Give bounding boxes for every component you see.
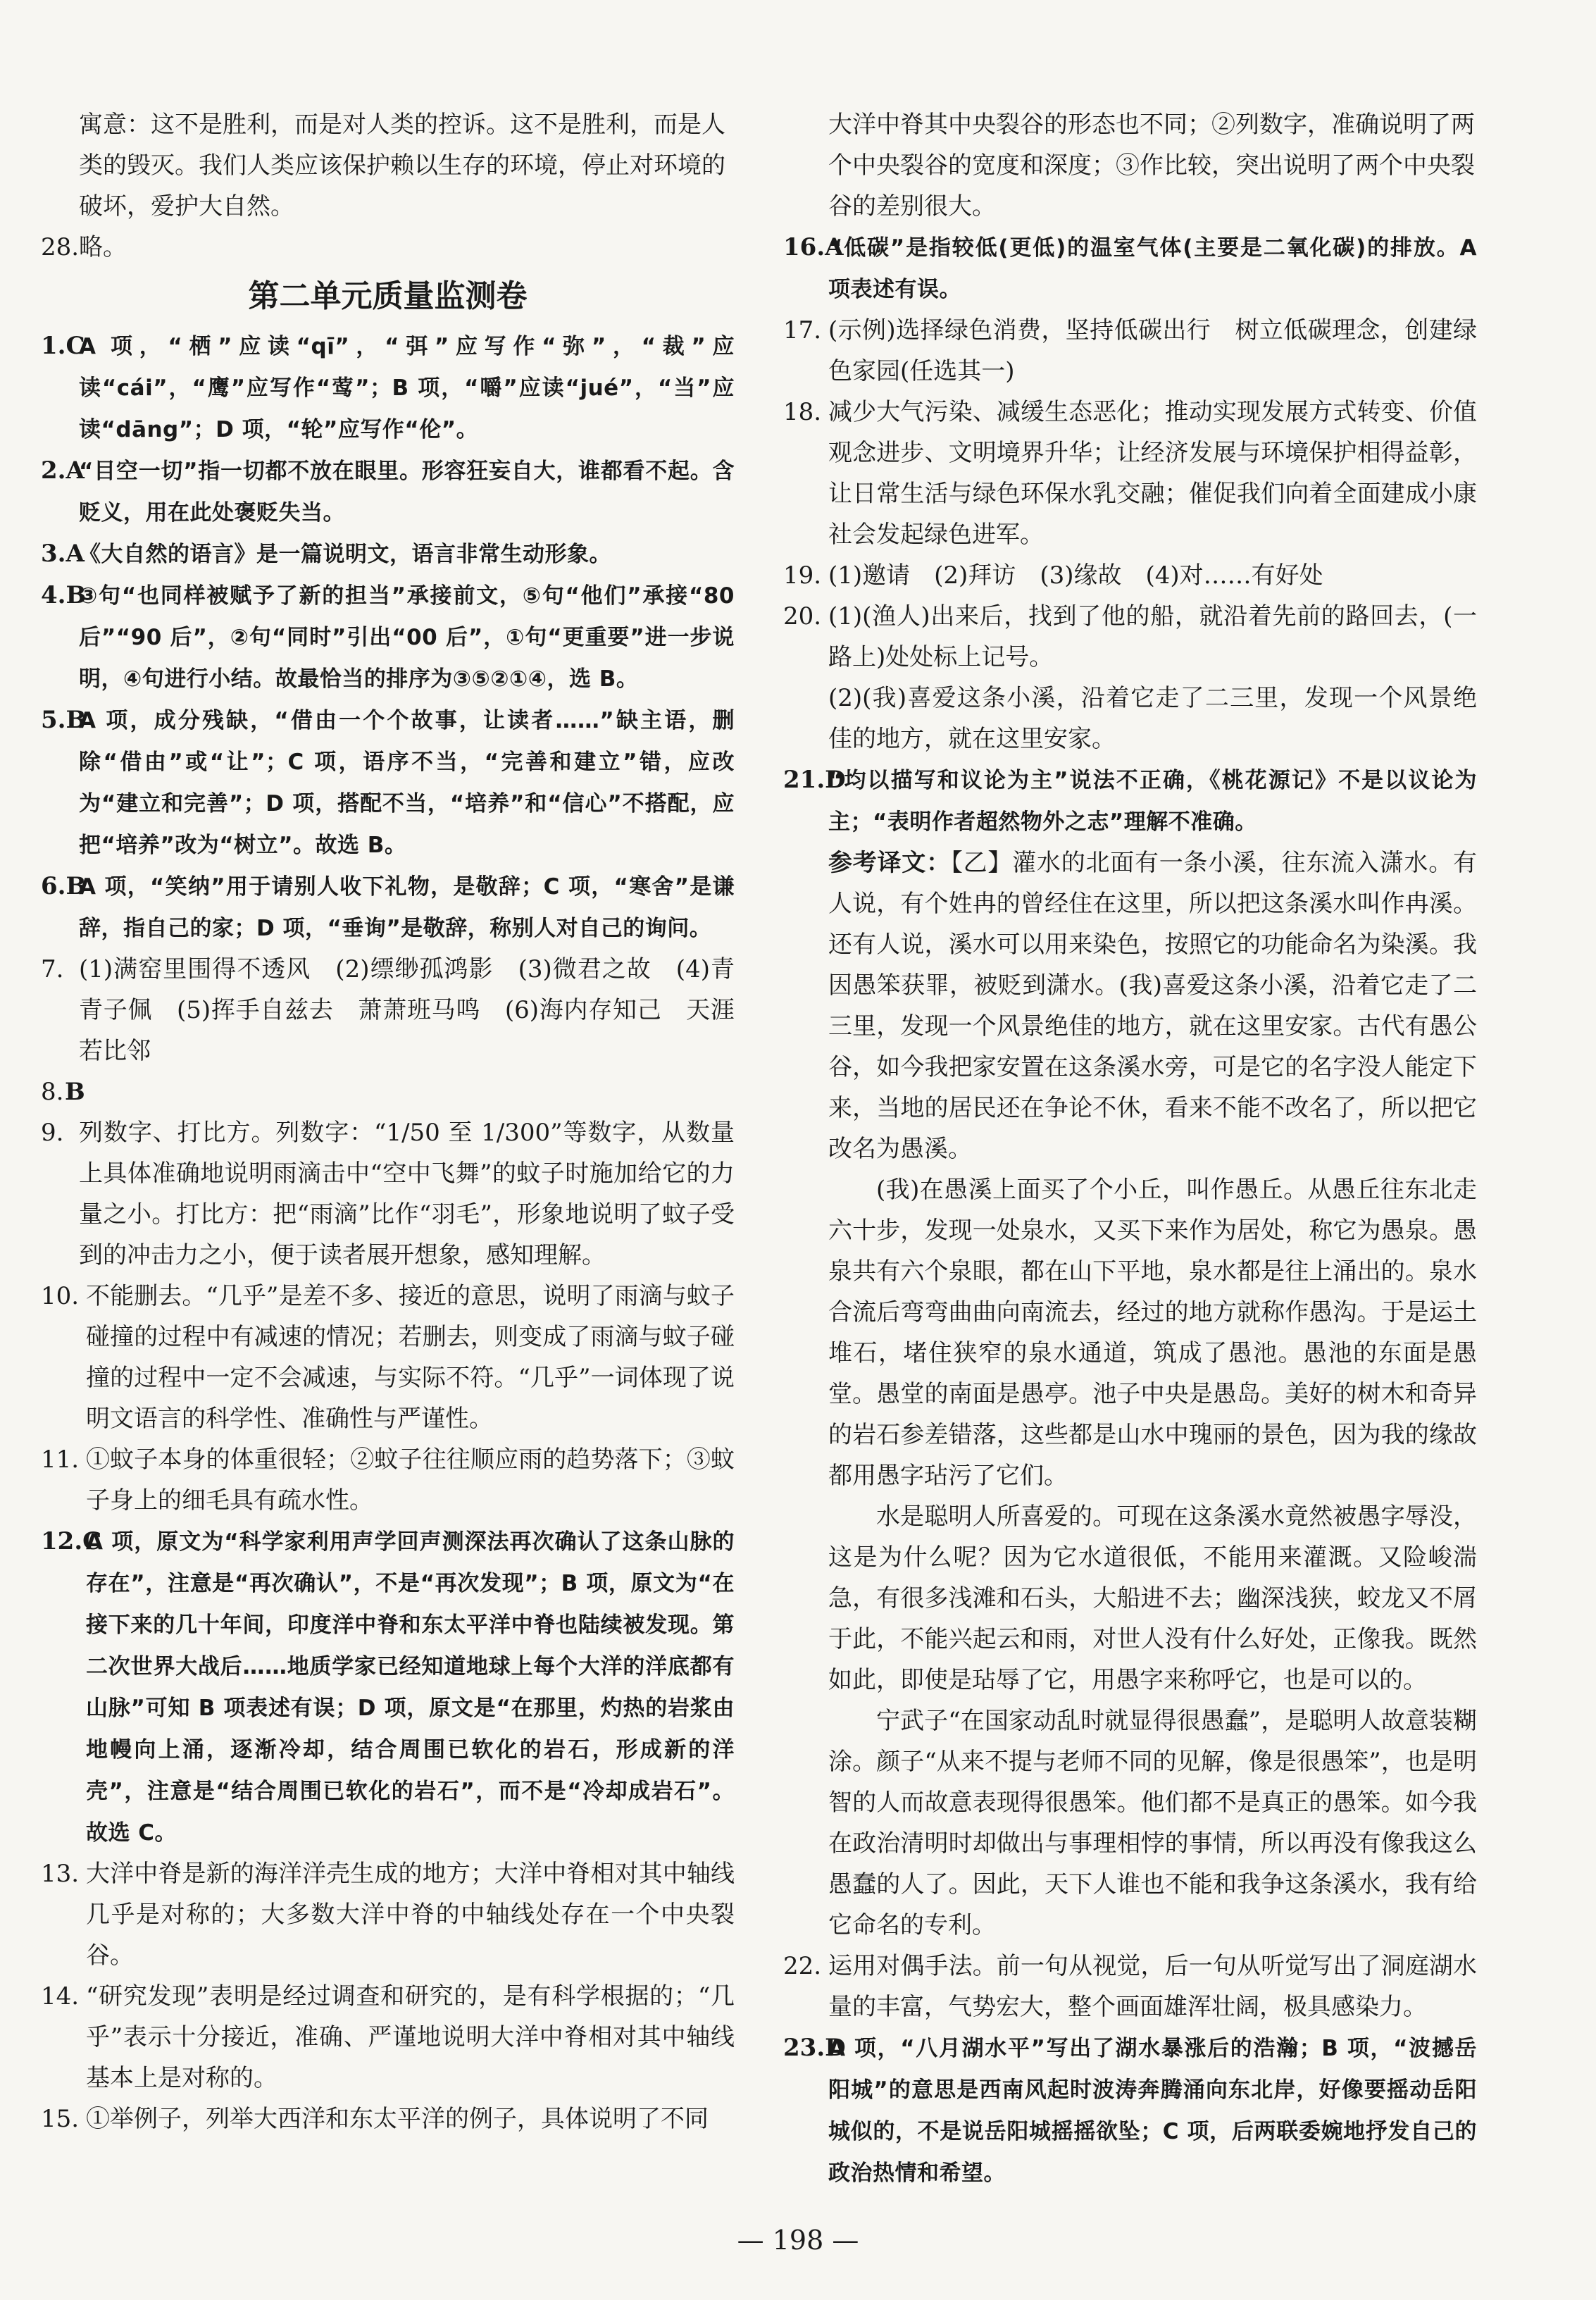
section-title: 第二单元质量监测卷 bbox=[248, 278, 528, 314]
question-8 bbox=[41, 1071, 735, 1112]
question-13 bbox=[41, 1853, 735, 1976]
question-5 bbox=[41, 700, 735, 866]
question-number: 14. bbox=[41, 1982, 80, 2010]
question-number: 9. bbox=[41, 1119, 64, 1147]
explanation-text: 《大自然的语言》是一篇说明文，语言非常生动形象。 bbox=[79, 542, 611, 567]
question-number: 12.C bbox=[41, 1527, 102, 1555]
question-number: 6.B bbox=[41, 872, 87, 900]
answer-text: 减少大气污染、减缓生态恶化；推动实现发展方式转变、价值观念进步、文明境界升华；让经济发展与环境保护相得益彰，让日常生活与绿色环保水乳交融；催促我们向着全面建成小康社会发起绿色进军。 bbox=[828, 398, 1477, 549]
explanation-text: A 项，“八月湖水平”写出了湖水暴涨后的浩瀚；B 项，“波撼岳阳城”的意思是西南风起时波涛奔腾涌向东北岸，好像要摇动岳阳城似的，不是说岳阳城摇摇欲坠；C 项，后两联委婉地抒发自己的政治热情和希望。 bbox=[828, 2036, 1477, 2186]
question-22 bbox=[783, 1946, 1477, 2027]
question-number: 7. bbox=[41, 955, 64, 983]
question-number: 11. bbox=[41, 1446, 80, 1474]
question-11 bbox=[41, 1439, 735, 1521]
answer-text: ①蚊子本身的体重很轻；②蚊子往往顺应雨的趋势落下；③蚊子身上的细毛具有疏水性。 bbox=[86, 1446, 735, 1515]
explanation-text: A 项，原文为“科学家利用声学回声测深法再次确认了这条山脉的存在”，注意是“再次确认”，不是“再次发现”；B 项，原文为“在接下来的几十年间，印度洋中脊和东太平洋中脊也陆续被发现。第二次世界大战后……地质学家已经知道地球上每个大洋的洋底都有山脉”可知 B 项表述有误；D 项，原文是“在那里，灼热的岩浆由地幔向上涌，逐渐冷却，结合周围已软化的岩石，形成新的洋壳”，注意是“结合周围已软化的岩石”，而不是“冷却成岩石”。故选 C。 bbox=[86, 1529, 735, 1846]
question-10 bbox=[41, 1276, 735, 1439]
question-number: 5.B bbox=[41, 706, 87, 734]
translation-paragraph-1 bbox=[828, 843, 1477, 1169]
answer-text: ①举例子，列举大西洋和东太平洋的例子，具体说明了不同 bbox=[86, 2105, 709, 2133]
translation-text: 【乙】灌水的北面有一条小溪，往东流入潇水。有人说，有个姓冉的曾经住在这里，所以把这条溪水叫作冉溪。还有人说，溪水可以用来染色，按照它的功能命名为染溪。我因愚笨获罪，被贬到潇水。(我)喜爱这条小溪，沿着它走了二三里，发现一个风景绝佳的地方，就在这里安家。古代有愚公谷，如今我把家安置在这条溪水旁，可是它的名字没人能定下来，当地的居民还在争论不休，看来不能不改名了，所以把它改名为愚溪。 bbox=[828, 849, 1478, 1163]
explanation-text: A 项，成分残缺，“借由一个个故事，让读者……”缺主语，删除“借由”或“让”；C 项，语序不当，“完善和建立”错，应改为“建立和完善”；D 项，搭配不当，“培养”和“信心”不搭配，应把“培养”改为“树立”。故选 B。 bbox=[79, 708, 735, 858]
answer-text: 略。 bbox=[79, 233, 127, 261]
question-15 bbox=[41, 2099, 735, 2139]
translation-paragraph-4: 宁武子“在国家动乱时就显得很愚蠢”，是聪明人故意装糊涂。颜子“从来不提与老师不同的见解，像是很愚笨”，也是明智的人而故意表现得很愚笨。他们都不是真正的愚笨。如今我在政治清明时却做出与事理相悖的事情，所以再没有像我这么愚蠢的人了。因此，天下人谁也不能和我争这条溪水，我有给它命名的专利。 bbox=[828, 1707, 1477, 1939]
question-number: 10. bbox=[41, 1282, 80, 1310]
answer-text: 大洋中脊是新的海洋洋壳生成的地方；大洋中脊相对其中轴线几乎是对称的；大多数大洋中脊的中轴线处存在一个中央裂谷。 bbox=[86, 1860, 735, 1970]
explanation-text: “均以描写和议论为主”说法不正确，《桃花源记》不是以议论为主；“表明作者超然物外之志”理解不准确。 bbox=[828, 768, 1477, 835]
answer-text: (1)满窑里围得不透风 (2)缥缈孤鸿影 (3)微君之故 (4)青青子佩 (5)挥手自兹去 萧萧班马鸣 (6)海内存知己 天涯若比邻 bbox=[79, 955, 735, 1065]
answer-letter: B bbox=[65, 1078, 85, 1106]
question-number: 3.A bbox=[41, 540, 85, 568]
question-number: 16.A bbox=[783, 233, 844, 261]
explanation-text: ③句“也同样被赋予了新的担当”承接前文，⑤句“他们”承接“80 后”“90 后”，②句“同时”引出“00 后”，①句“更重要”进一步说明，④句进行小结。故最恰当的排序为③⑤②①④，选 B。 bbox=[79, 583, 735, 692]
q27-continuation: 寓意：这不是胜利，而是对人类的控诉。这不是胜利，而是人类的毁灭。我们人类应该保护赖以生存的环境，停止对环境的破坏，爱护大自然。 bbox=[79, 111, 725, 220]
question-number: 1.C bbox=[41, 332, 85, 360]
question-23 bbox=[783, 2027, 1477, 2194]
answer-text: (示例)选择绿色消费，坚持低碳出行 树立低碳理念，创建绿色家园(任选其一) bbox=[828, 316, 1477, 385]
question-number: 19. bbox=[783, 561, 822, 590]
question-2 bbox=[41, 450, 735, 533]
question-9 bbox=[41, 1112, 735, 1276]
page-number: — 198 — bbox=[737, 2225, 859, 2256]
question-number: 28. bbox=[41, 233, 80, 261]
answer-part-1: (1)(渔人)出来后，找到了他的船，就沿着先前的路回去，(一路上)处处标上记号。 bbox=[828, 602, 1477, 671]
explanation-text: “目空一切”指一切都不放在眼里。形容狂妄自大，谁都看不起。含贬义，用在此处褒贬失当。 bbox=[79, 459, 735, 526]
question-number: 21.D bbox=[783, 766, 846, 794]
question-number: 4.B bbox=[41, 581, 87, 609]
explanation-text: A 项，“笑纳”用于请别人收下礼物，是敬辞；C 项，“寒舍”是谦辞，指自己的家；D 项，“垂询”是敬辞，称别人对自己的询问。 bbox=[79, 874, 735, 941]
right-column bbox=[783, 104, 1477, 2194]
question-18 bbox=[783, 392, 1477, 555]
answer-text: 列数字、打比方。列数字：“1/50 至 1/300”等数字，从数量上具体准确地说明雨滴击中“空中飞舞”的蚊子时施加给它的力量之小。打比方：把“雨滴”比作“羽毛”，形象地说明了蚊子受到的冲击力之小，便于读者展开想象，感知理解。 bbox=[79, 1119, 735, 1269]
translation-paragraph-3: 水是聪明人所喜爱的。可现在这条溪水竟然被愚字辱没，这是为什么呢？因为它水道很低，不能用来灌溉。又险峻湍急，有很多浅滩和石头，大船进不去；幽深浅狭，蛟龙又不屑于此，不能兴起云和雨，对世人没有什么好处，正像我。既然如此，即使是玷辱了它，用愚字来称呼它，也是可以的。 bbox=[828, 1503, 1477, 1694]
question-3 bbox=[41, 533, 735, 575]
question-number: 2.A bbox=[41, 456, 85, 485]
reference-translation bbox=[783, 843, 1477, 1946]
question-number: 18. bbox=[783, 398, 822, 426]
question-number: 8. bbox=[41, 1078, 64, 1106]
question-number: 13. bbox=[41, 1860, 80, 1888]
question-19 bbox=[783, 555, 1477, 596]
left-column bbox=[41, 104, 735, 2139]
question-number: 15. bbox=[41, 2105, 80, 2133]
answer-text: “研究发现”表明是经过调查和研究的，是有科学根据的；“几乎”表示十分接近，准确、严谨地说明大洋中脊相对其中轴线基本上是对称的。 bbox=[86, 1982, 735, 2092]
question-17 bbox=[783, 310, 1477, 392]
question-number: 17. bbox=[783, 316, 822, 344]
question-28 bbox=[41, 227, 735, 268]
explanation-text: “低碳”是指较低(更低)的温室气体(主要是二氧化碳)的排放。A 项表述有误。 bbox=[828, 235, 1477, 302]
question-20 bbox=[783, 596, 1477, 759]
question-number: 22. bbox=[783, 1952, 822, 1980]
question-number: 23.D bbox=[783, 2034, 846, 2062]
question-4 bbox=[41, 575, 735, 700]
explanation-text: A 项，“栖”应读“qī”，“弭”应写作“弥”，“裁”应读“cái”，“鹰”应写作“莺”；B 项，“嚼”应读“jué”，“当”应读“dāng”；D 项，“轮”应写作“伦”。 bbox=[79, 334, 735, 442]
question-7 bbox=[41, 949, 735, 1071]
q15-continuation: 大洋中脊其中央裂谷的形态也不同；②列数字，准确说明了两个中央裂谷的宽度和深度；③作比较，突出说明了两个中央裂谷的差别很大。 bbox=[828, 111, 1475, 220]
question-16 bbox=[783, 227, 1477, 310]
answer-text: (1)邀请 (2)拜访 (3)缘故 (4)对……有好处 bbox=[828, 561, 1323, 590]
question-21 bbox=[783, 759, 1477, 843]
translation-label: 参考译文： bbox=[828, 849, 951, 877]
question-6 bbox=[41, 866, 735, 949]
answer-text: 不能删去。“几乎”是差不多、接近的意思，说明了雨滴与蚊子碰撞的过程中有减速的情况；若删去，则变成了雨滴与蚊子碰撞的过程中一定不会减速，与实际不符。“几乎”一词体现了说明文语言的科学性、准确性与严谨性。 bbox=[86, 1282, 735, 1433]
translation-paragraph-2: (我)在愚溪上面买了个小丘，叫作愚丘。从愚丘往东北走六十步，发现一处泉水，又买下来作为居处，称它为愚泉。愚泉共有六个泉眼，都在山下平地，泉水都是往上涌出的。泉水合流后弯弯曲曲向南流去，经过的地方就称作愚沟。于是运土堆石，堵住狭窄的泉水通道，筑成了愚池。愚池的东面是愚堂。愚堂的南面是愚亭。池子中央是愚岛。美好的树木和奇异的岩石参差错落，这些都是山水中瑰丽的景色，因为我的缘故都用愚字玷污了它们。 bbox=[828, 1176, 1477, 1490]
answer-part-2: (2)(我)喜爱这条小溪，沿着它走了二三里，发现一个风景绝佳的地方，就在这里安家。 bbox=[828, 684, 1477, 753]
question-number: 20. bbox=[783, 602, 822, 630]
question-14 bbox=[41, 1976, 735, 2099]
answer-text: 运用对偶手法。前一句从视觉，后一句从听觉写出了洞庭湖水量的丰富，气势宏大，整个画面雄浑壮阔，极具感染力。 bbox=[828, 1952, 1477, 2021]
question-1 bbox=[41, 325, 735, 450]
question-12 bbox=[41, 1521, 735, 1853]
